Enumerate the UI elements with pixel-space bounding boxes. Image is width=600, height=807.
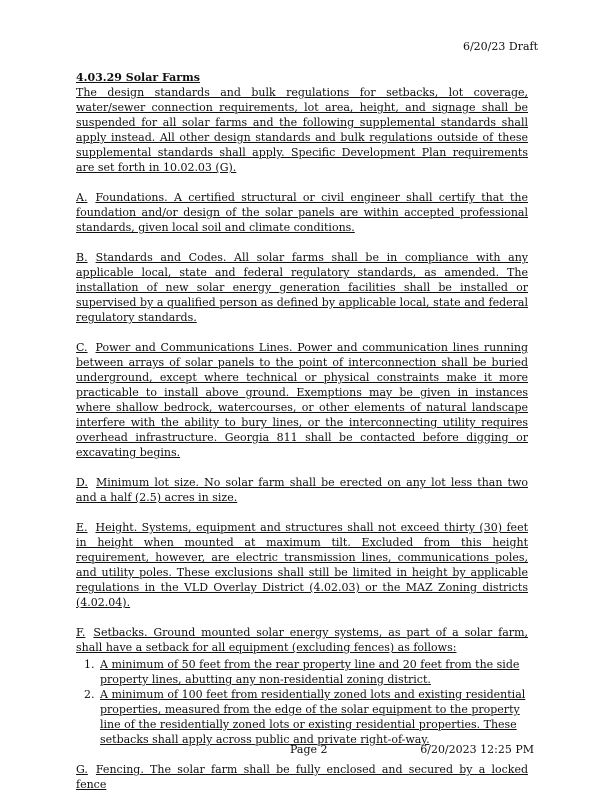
section-title: 4.03.29 Solar Farms <box>76 71 200 84</box>
paragraph-a: A. Foundations. A certified structural or civil engineer shall certify that the foundation and/or design of the solar panels are within accepted professional standards, given local soil and climate conditions. <box>76 191 528 234</box>
setback-list <box>76 657 528 747</box>
paragraph-f: F. Setbacks. Ground mounted solar energy systems, as part of a solar farm, shall have a setback for all equipment (excluding fences) as follows: <box>76 626 528 654</box>
document-body <box>76 70 528 807</box>
paragraph-g: G. Fencing. The solar farm shall be fully enclosed and secured by a locked fence <box>76 763 528 791</box>
draft-date: 6/20/23 Draft <box>462 40 538 53</box>
paragraph-d: D. Minimum lot size. No solar farm shall be erected on any lot less than two and a half (2.5) acres in size. <box>76 476 528 504</box>
section-intro: The design standards and bulk regulations for setbacks, lot coverage, water/sewer connection requirements, lot area, height, and signage shall be suspended for all solar farms and the following supplemental standards shall apply instead. All other design standards and bulk regulations outside of these supplemental standards shall apply. Specific Development Plan requirements are set forth in 10.02.03 (G). <box>76 86 528 174</box>
paragraph-e: E. Height. Systems, equipment and structures shall not exceed thirty (30) feet in height when mounted at maximum tilt. Excluded from this height requirement, however, are electric transmission lines, communications poles, and utility poles. These exclusions shall still be limited in height by applicable regulations in the VLD Overlay District (4.02.03) or the MAZ Zoning districts (4.02.04). <box>76 521 528 609</box>
list-item: 1. A minimum of 50 feet from the rear property line and 20 feet from the side property lines, abutting any non-residential zoning district. <box>98 657 528 687</box>
footer-datetime: 6/20/2023 12:25 PM <box>420 743 534 756</box>
paragraph-b: B. Standards and Codes. All solar farms shall be in compliance with any applicable local, state and federal regulatory standards, as amended. The installation of new solar energy generation facilities shall be installed or supervised by a qualified person as defined by applicable local, state and federal regulatory standards. <box>76 251 528 324</box>
paragraph-c: C. Power and Communications Lines. Power and communication lines running between arrays of solar panels to the point of interconnection shall be buried underground, except where technical or physical constraints make it more practicable to install above ground. Exemptions may be given in instances where shallow bedrock, watercourses, or other elements of natural landscape interfere with the ability to bury lines, or the interconnecting utility requires overhead infrastructure. Georgia 811 shall be contacted before digging or excavating begins. <box>76 341 528 459</box>
list-item: 2. A minimum of 100 feet from residentially zoned lots and existing residential properties, measured from the edge of the solar equipment to the property line of the residentially zoned lots or existing residential properties. These setbacks shall apply across public and private right-of-way. <box>98 687 528 747</box>
page-number: Page 2 <box>290 743 328 756</box>
